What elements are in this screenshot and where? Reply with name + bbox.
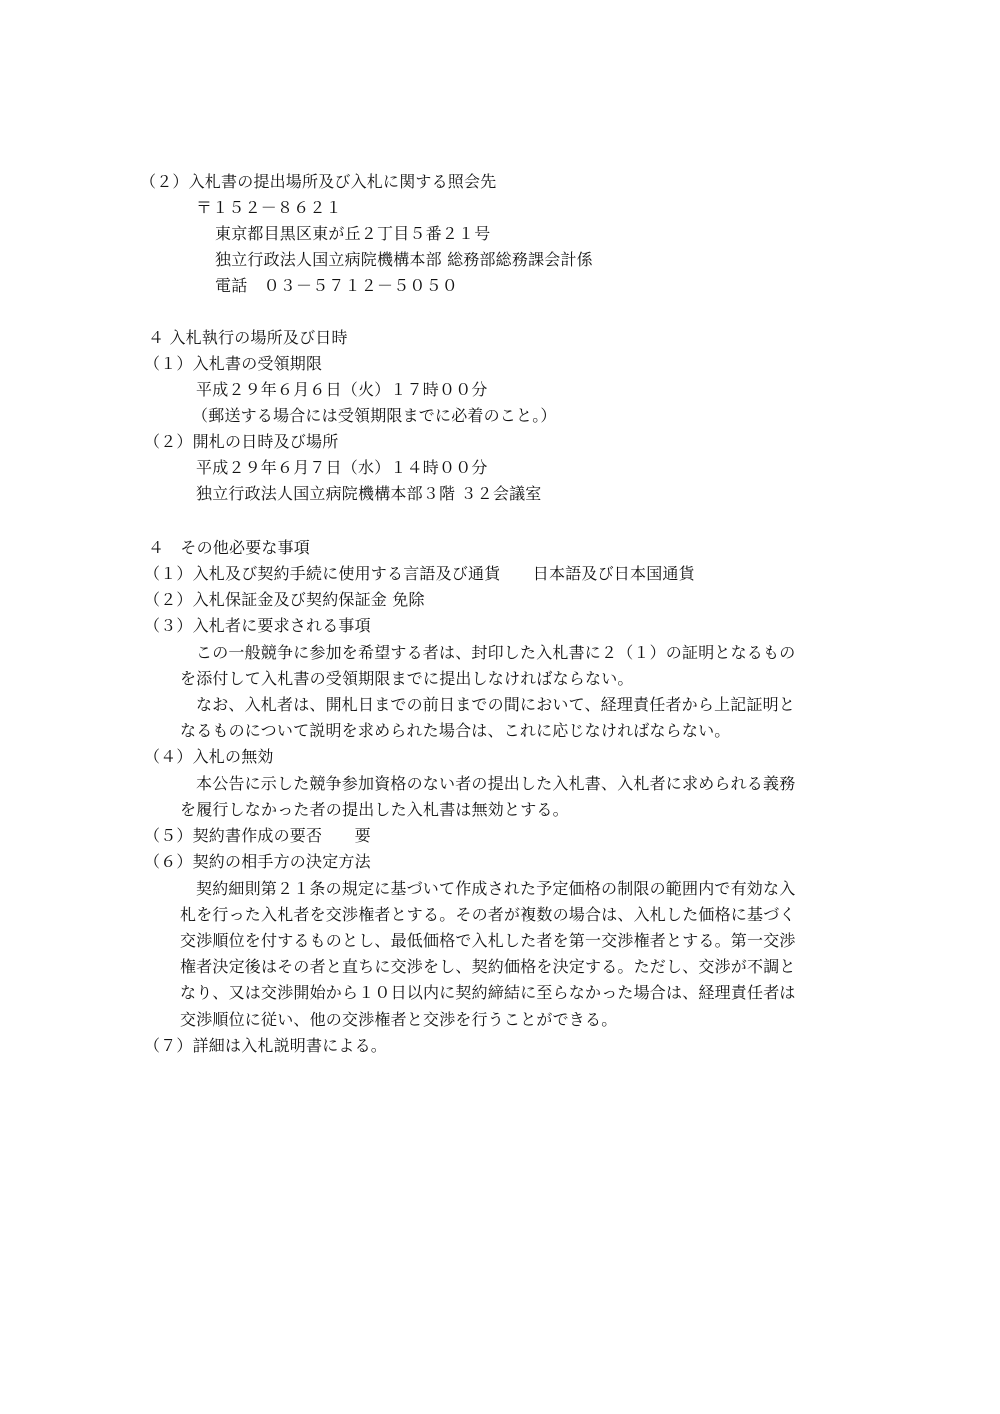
requirements-p1-line2: を添付して入札書の受領期限までに提出しなければならない。 bbox=[180, 669, 634, 688]
contract-document: （５）契約書作成の要否 要 bbox=[144, 826, 371, 845]
requirements-p2-line2: なるものについて説明を求められた場合は、これに応じなければならない。 bbox=[180, 721, 731, 740]
award-method-line1: 契約細則第２１条の規定に基づいて作成された予定価格の制限の範囲内で有効な入 bbox=[196, 879, 796, 898]
invalid-bid-line1: 本公告に示した競争参加資格のない者の提出した入札書、入札者に求められる義務 bbox=[196, 774, 796, 793]
opening-place: 独立行政法人国立病院機構本部３階 ３２会議室 bbox=[196, 484, 542, 503]
award-method-heading: （６）契約の相手方の決定方法 bbox=[144, 852, 371, 871]
security-deposit: （２）入札保証金及び契約保証金 免除 bbox=[144, 590, 425, 609]
language-currency: （１）入札及び契約手続に使用する言語及び通貨 日本語及び日本国通貨 bbox=[144, 564, 695, 583]
award-method-line6: 交渉順位に従い、他の交渉権者と交渉を行うことができる。 bbox=[180, 1010, 618, 1029]
opening-heading: （２）開札の日時及び場所 bbox=[144, 432, 339, 451]
section-4a-heading: ４ 入札執行の場所及び日時 bbox=[148, 328, 348, 347]
deadline-note: （郵送する場合には受領期限までに必着のこと。） bbox=[192, 406, 557, 425]
award-method-line5: なり、又は交渉開始から１０日以内に契約締結に至らなかった場合は、経理責任者は bbox=[180, 983, 796, 1002]
phone-number: 電話 ０３－５７１２－５０５０ bbox=[215, 276, 459, 295]
requirements-p1-line1: この一般競争に参加を希望する者は、封印した入札書に２（１）の証明となるもの bbox=[196, 643, 796, 662]
award-method-line4: 権者決定後はその者と直ちに交渉をし、契約価格を決定する。ただし、交渉が不調と bbox=[180, 957, 796, 976]
award-method-line2: 札を行った入札者を交渉権者とする。その者が複数の場合は、入札した価格に基づく bbox=[180, 905, 796, 924]
organization-name: 独立行政法人国立病院機構本部 総務部総務課会計係 bbox=[215, 250, 593, 269]
deadline-heading: （１）入札書の受領期限 bbox=[144, 354, 323, 373]
postal-code: 〒１５２－８６２１ bbox=[196, 198, 342, 217]
opening-date: 平成２９年６月７日（水）１４時００分 bbox=[196, 458, 488, 477]
section-2-2-heading: （２）入札書の提出場所及び入札に関する照会先 bbox=[140, 172, 497, 191]
invalid-bid-line2: を履行しなかった者の提出した入札書は無効とする。 bbox=[180, 800, 569, 819]
details-reference: （７）詳細は入札説明書による。 bbox=[144, 1036, 388, 1055]
deadline-date: 平成２９年６月６日（火）１７時００分 bbox=[196, 380, 488, 399]
requirements-heading: （３）入札者に要求される事項 bbox=[144, 616, 371, 635]
invalid-bid-heading: （４）入札の無効 bbox=[144, 747, 274, 766]
award-method-line3: 交渉順位を付するものとし、最低価格で入札した者を第一交渉権者とする。第一交渉 bbox=[180, 931, 796, 950]
address: 東京都目黒区東が丘２丁目５番２１号 bbox=[215, 224, 491, 243]
requirements-p2-line1: なお、入札者は、開札日までの前日までの間において、経理責任者から上記証明と bbox=[196, 695, 796, 714]
section-4b-heading: ４ その他必要な事項 bbox=[148, 538, 311, 557]
